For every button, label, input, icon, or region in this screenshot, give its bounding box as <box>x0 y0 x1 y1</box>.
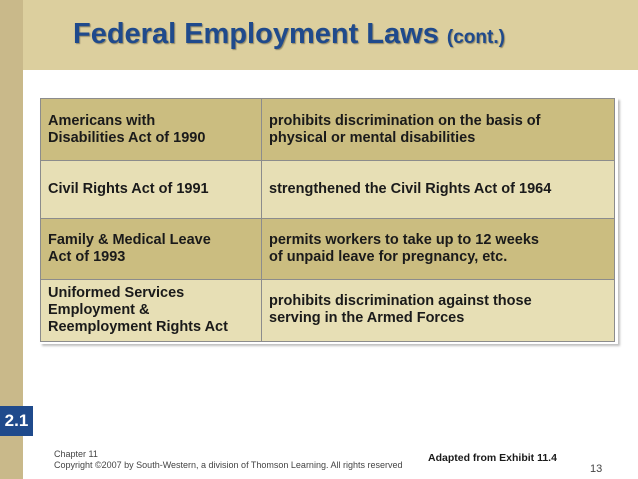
law-name-cell <box>41 279 262 341</box>
law-description-line: strengthened the Civil Rights Act of 1964 <box>269 181 552 198</box>
source-note: Adapted from Exhibit 11.4 <box>428 452 557 464</box>
law-name-cell <box>41 219 262 279</box>
law-name-line: Reemployment Rights Act <box>48 318 228 335</box>
section-badge: 2.1 <box>0 406 33 436</box>
law-description-line: prohibits discrimination on the basis of <box>269 112 541 129</box>
table-row <box>41 219 615 279</box>
table-row <box>41 99 615 161</box>
law-name-line: Employment & <box>48 301 150 318</box>
law-description-line: physical or mental disabilities <box>269 129 476 146</box>
page-number: 13 <box>590 463 603 475</box>
title-main: Federal Employment Laws <box>73 18 439 50</box>
laws-table <box>40 98 615 342</box>
law-name-line: Americans with <box>48 112 156 129</box>
law-description-line: prohibits discrimination against those <box>269 293 532 310</box>
law-description-cell <box>262 99 615 161</box>
law-name-line: Civil Rights Act of 1991 <box>48 181 209 198</box>
law-description-line: serving in the Armed Forces <box>269 310 465 327</box>
footer-copyright <box>54 449 402 471</box>
table-row <box>41 279 615 341</box>
footer-copyright-text: Copyright ©2007 by South-Western, a division of Thomson Learning. All rights reserved <box>54 460 403 470</box>
laws-table-wrapper <box>40 98 618 344</box>
table-row <box>41 161 615 219</box>
law-name-line: Uniformed Services <box>48 284 185 301</box>
law-name-cell <box>41 99 262 161</box>
law-name-line: Disabilities Act of 1990 <box>48 129 206 146</box>
law-name-line: Family & Medical Leave <box>48 232 211 249</box>
law-description-line: permits workers to take up to 12 weeks <box>269 232 539 249</box>
law-description-cell <box>262 219 615 279</box>
law-name-line: Act of 1993 <box>48 249 126 266</box>
law-description-cell <box>262 279 615 341</box>
title-suffix: (cont.) <box>446 27 505 48</box>
law-description-line: of unpaid leave for pregnancy, etc. <box>269 249 508 266</box>
law-description-cell <box>262 161 615 219</box>
slide-title <box>73 18 505 51</box>
law-name-cell <box>41 161 262 219</box>
footer-chapter: Chapter 11 <box>54 449 98 459</box>
